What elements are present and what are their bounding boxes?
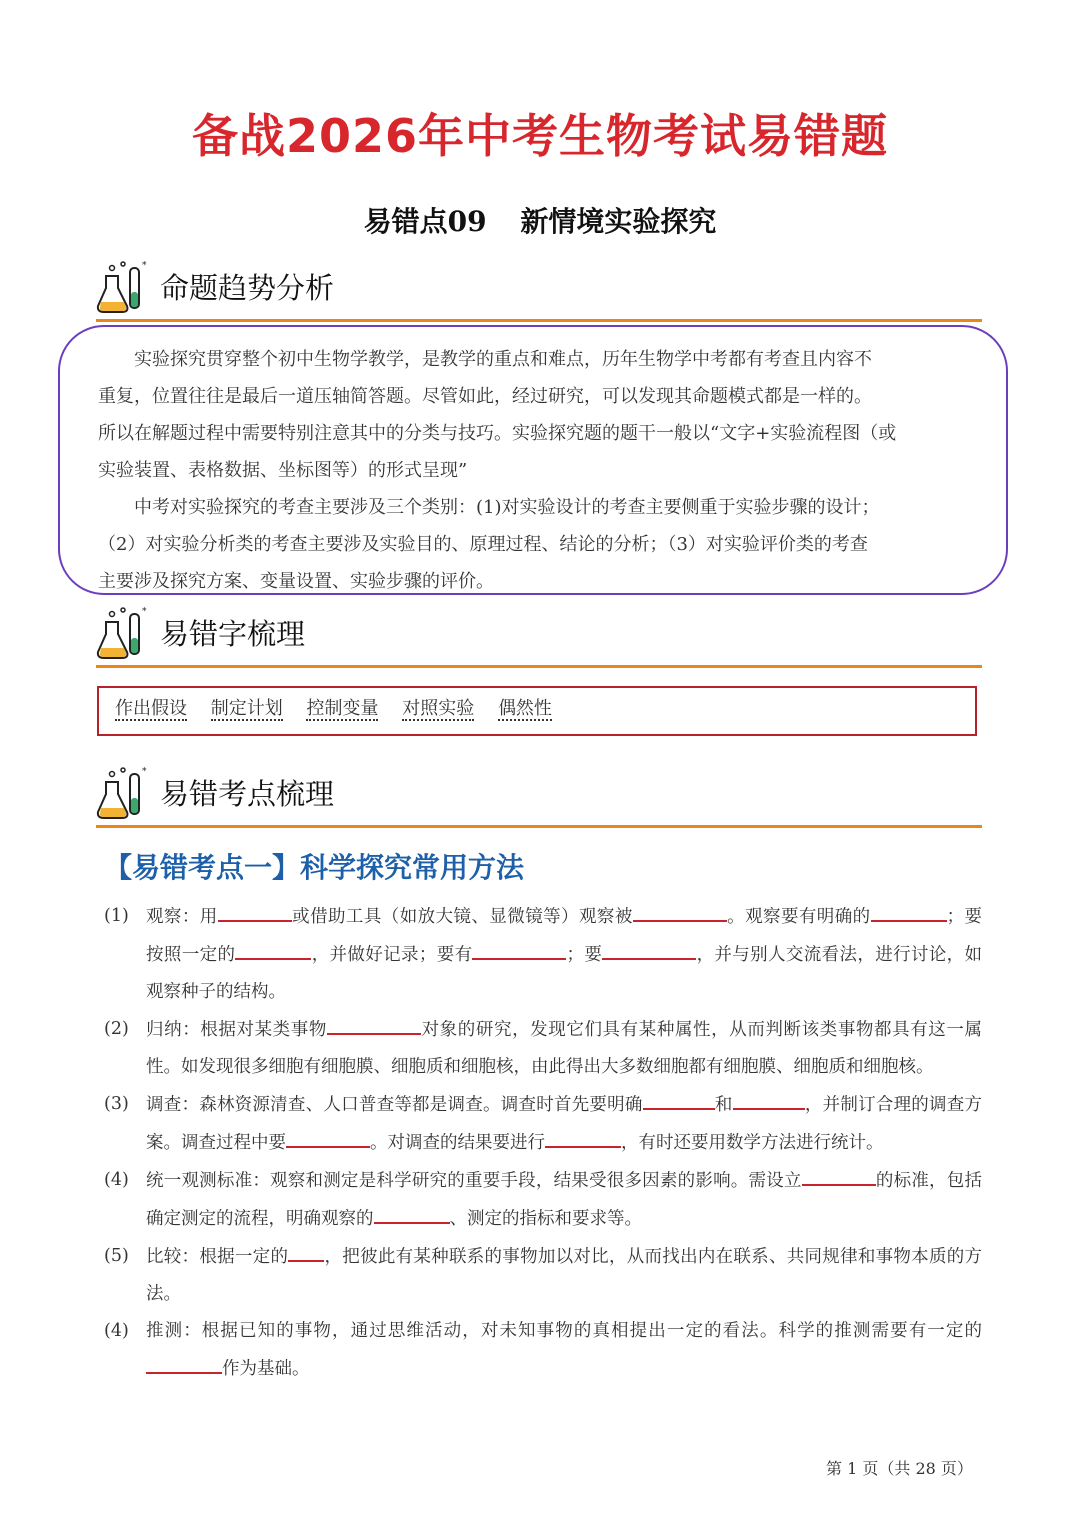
method-item [104, 1086, 982, 1162]
section-divider [96, 319, 982, 322]
method-item [104, 1011, 982, 1086]
item-number: (2) [104, 1019, 129, 1039]
fill-blank[interactable] [733, 1086, 805, 1110]
method-list [104, 898, 982, 1388]
section-divider [96, 825, 982, 828]
fill-blank[interactable] [288, 1238, 324, 1262]
page-subtitle [0, 200, 1080, 240]
svg-text:*: * [142, 607, 147, 617]
error-word: 控制变量 [306, 698, 379, 719]
item-text: ，并做好记录；要有 [311, 945, 473, 965]
section-points-header [96, 764, 982, 824]
fill-blank[interactable] [286, 1124, 370, 1148]
lab-flask-icon [96, 604, 154, 662]
page-footer: 第 1 页（共 28 页） [826, 1459, 973, 1478]
error-word: 对照实验 [402, 698, 475, 719]
method-item [104, 1313, 982, 1388]
error-word: 偶然性 [497, 698, 552, 719]
item-text: 作为基础。 [222, 1359, 310, 1379]
item-text: 推测：根据已知的事物，通过思维活动，对未知事物的真相提出一定的看法。科学的推测需要有一定的 [146, 1321, 982, 1341]
item-text: 的标准，包括确定测定的流程，明确观察的 [146, 1171, 982, 1229]
section-divider [96, 665, 982, 668]
page-title: 备战2026年中考生物考试易错题 [191, 109, 889, 163]
item-number: (4) [104, 1321, 129, 1341]
item-text: 对象的研究，发现它们具有某种属性，从而判断该类事物都具有这一属性。如发现很多细胞有细胞膜、细胞质和细胞核，由此得出大多数细胞都有细胞膜、细胞质和细胞核。 [146, 1020, 983, 1077]
method-item [104, 1238, 982, 1313]
item-number: (1) [104, 906, 129, 926]
fill-blank[interactable] [235, 936, 311, 960]
trend-line: 主要涉及探究方案、变量设置、实验步骤的评价。 [98, 571, 494, 592]
fill-blank[interactable] [545, 1124, 621, 1148]
item-text: 归纳：根据对某类事物 [146, 1020, 327, 1040]
trend-line: 所以在解题过程中需要特别注意其中的分类与技巧。实验探究题的题干一般以“文字+实验流程图（或 [98, 423, 897, 444]
section-trend-header [96, 258, 982, 318]
trend-analysis-box [58, 325, 1008, 595]
key-point-title: 【易错考点一】科学探究常用方法 [104, 851, 525, 884]
item-number: (5) [104, 1246, 129, 1266]
item-text: 调查：森林资源清查、人口普查等都是调查。调查时首先要明确 [146, 1095, 643, 1115]
section-words-header [96, 604, 982, 664]
error-words-box [97, 686, 977, 736]
section-trend-title: 命题趋势分析 [160, 271, 335, 305]
item-text: 统一观测标准：观察和测定是科学研究的重要手段，结果受很多因素的影响。需设立 [146, 1171, 802, 1191]
item-text: ，把彼此有某种联系的事物加以对比，从而找出内在联系、共同规律和事物本质的方法。 [146, 1247, 983, 1304]
fill-blank[interactable] [602, 936, 696, 960]
item-text: ；要 [566, 945, 603, 965]
trend-line: 中考对实验探究的考查主要涉及三个类别：(1)对实验设计的考查主要侧重于实验步骤的设计； [134, 497, 880, 518]
subtitle-point: 易错点09 [363, 205, 487, 238]
fill-blank[interactable] [871, 898, 947, 922]
trend-line: （2）对实验分析类的考查主要涉及实验目的、原理过程、结论的分析；（3）对实验评价类的考查 [98, 534, 868, 555]
fill-blank[interactable] [327, 1011, 421, 1035]
method-item [104, 898, 982, 1011]
fill-blank[interactable] [633, 898, 727, 922]
item-text: 观察：用 [146, 907, 218, 927]
fill-blank[interactable] [146, 1350, 222, 1374]
item-text: ，并与别人交流看法，进行讨论，如观察种子的结构。 [146, 945, 983, 1002]
fill-blank[interactable] [802, 1162, 876, 1186]
fill-blank[interactable] [643, 1086, 715, 1110]
item-number: (3) [104, 1094, 129, 1114]
item-text: ，并制订合理的调查方案。调查过程中要 [146, 1095, 983, 1153]
item-number: (4) [104, 1170, 129, 1190]
subtitle-topic: 新情境实验探究 [520, 205, 717, 238]
error-word: 制定计划 [210, 698, 283, 719]
item-text: ，有时还要用数学方法进行统计。 [621, 1133, 884, 1153]
trend-line: 实验装置、表格数据、坐标图等）的形式呈现” [98, 460, 468, 481]
section-words-title: 易错字梳理 [160, 617, 306, 651]
svg-text:*: * [142, 767, 147, 777]
error-word: 作出假设 [115, 698, 187, 719]
method-item [104, 1162, 982, 1238]
fill-blank[interactable] [472, 936, 566, 960]
item-text: 或借助工具（如放大镜、显微镜等）观察被 [291, 907, 633, 927]
trend-line: 重复，位置往往是最后一道压轴简答题。尽管如此，经过研究，可以发现其命题模式都是一样的。 [98, 386, 872, 407]
item-text: 和 [714, 1095, 733, 1115]
item-text: ；要按照一定的 [146, 907, 983, 965]
lab-flask-icon [96, 258, 154, 316]
item-text: 。对调查的结果要进行 [370, 1133, 545, 1153]
svg-text:*: * [142, 261, 147, 271]
item-text: 、测定的指标和要求等。 [449, 1209, 642, 1229]
fill-blank[interactable] [374, 1200, 450, 1224]
lab-flask-icon [96, 764, 154, 822]
fill-blank[interactable] [218, 898, 292, 922]
section-points-title: 易错考点梳理 [160, 777, 335, 811]
item-text: 比较：根据一定的 [146, 1247, 289, 1267]
trend-line: 实验探究贯穿整个初中生物学教学，是教学的重点和难点，历年生物学中考都有考查且内容不 [134, 349, 872, 370]
item-text: 。观察要有明确的 [726, 907, 871, 927]
